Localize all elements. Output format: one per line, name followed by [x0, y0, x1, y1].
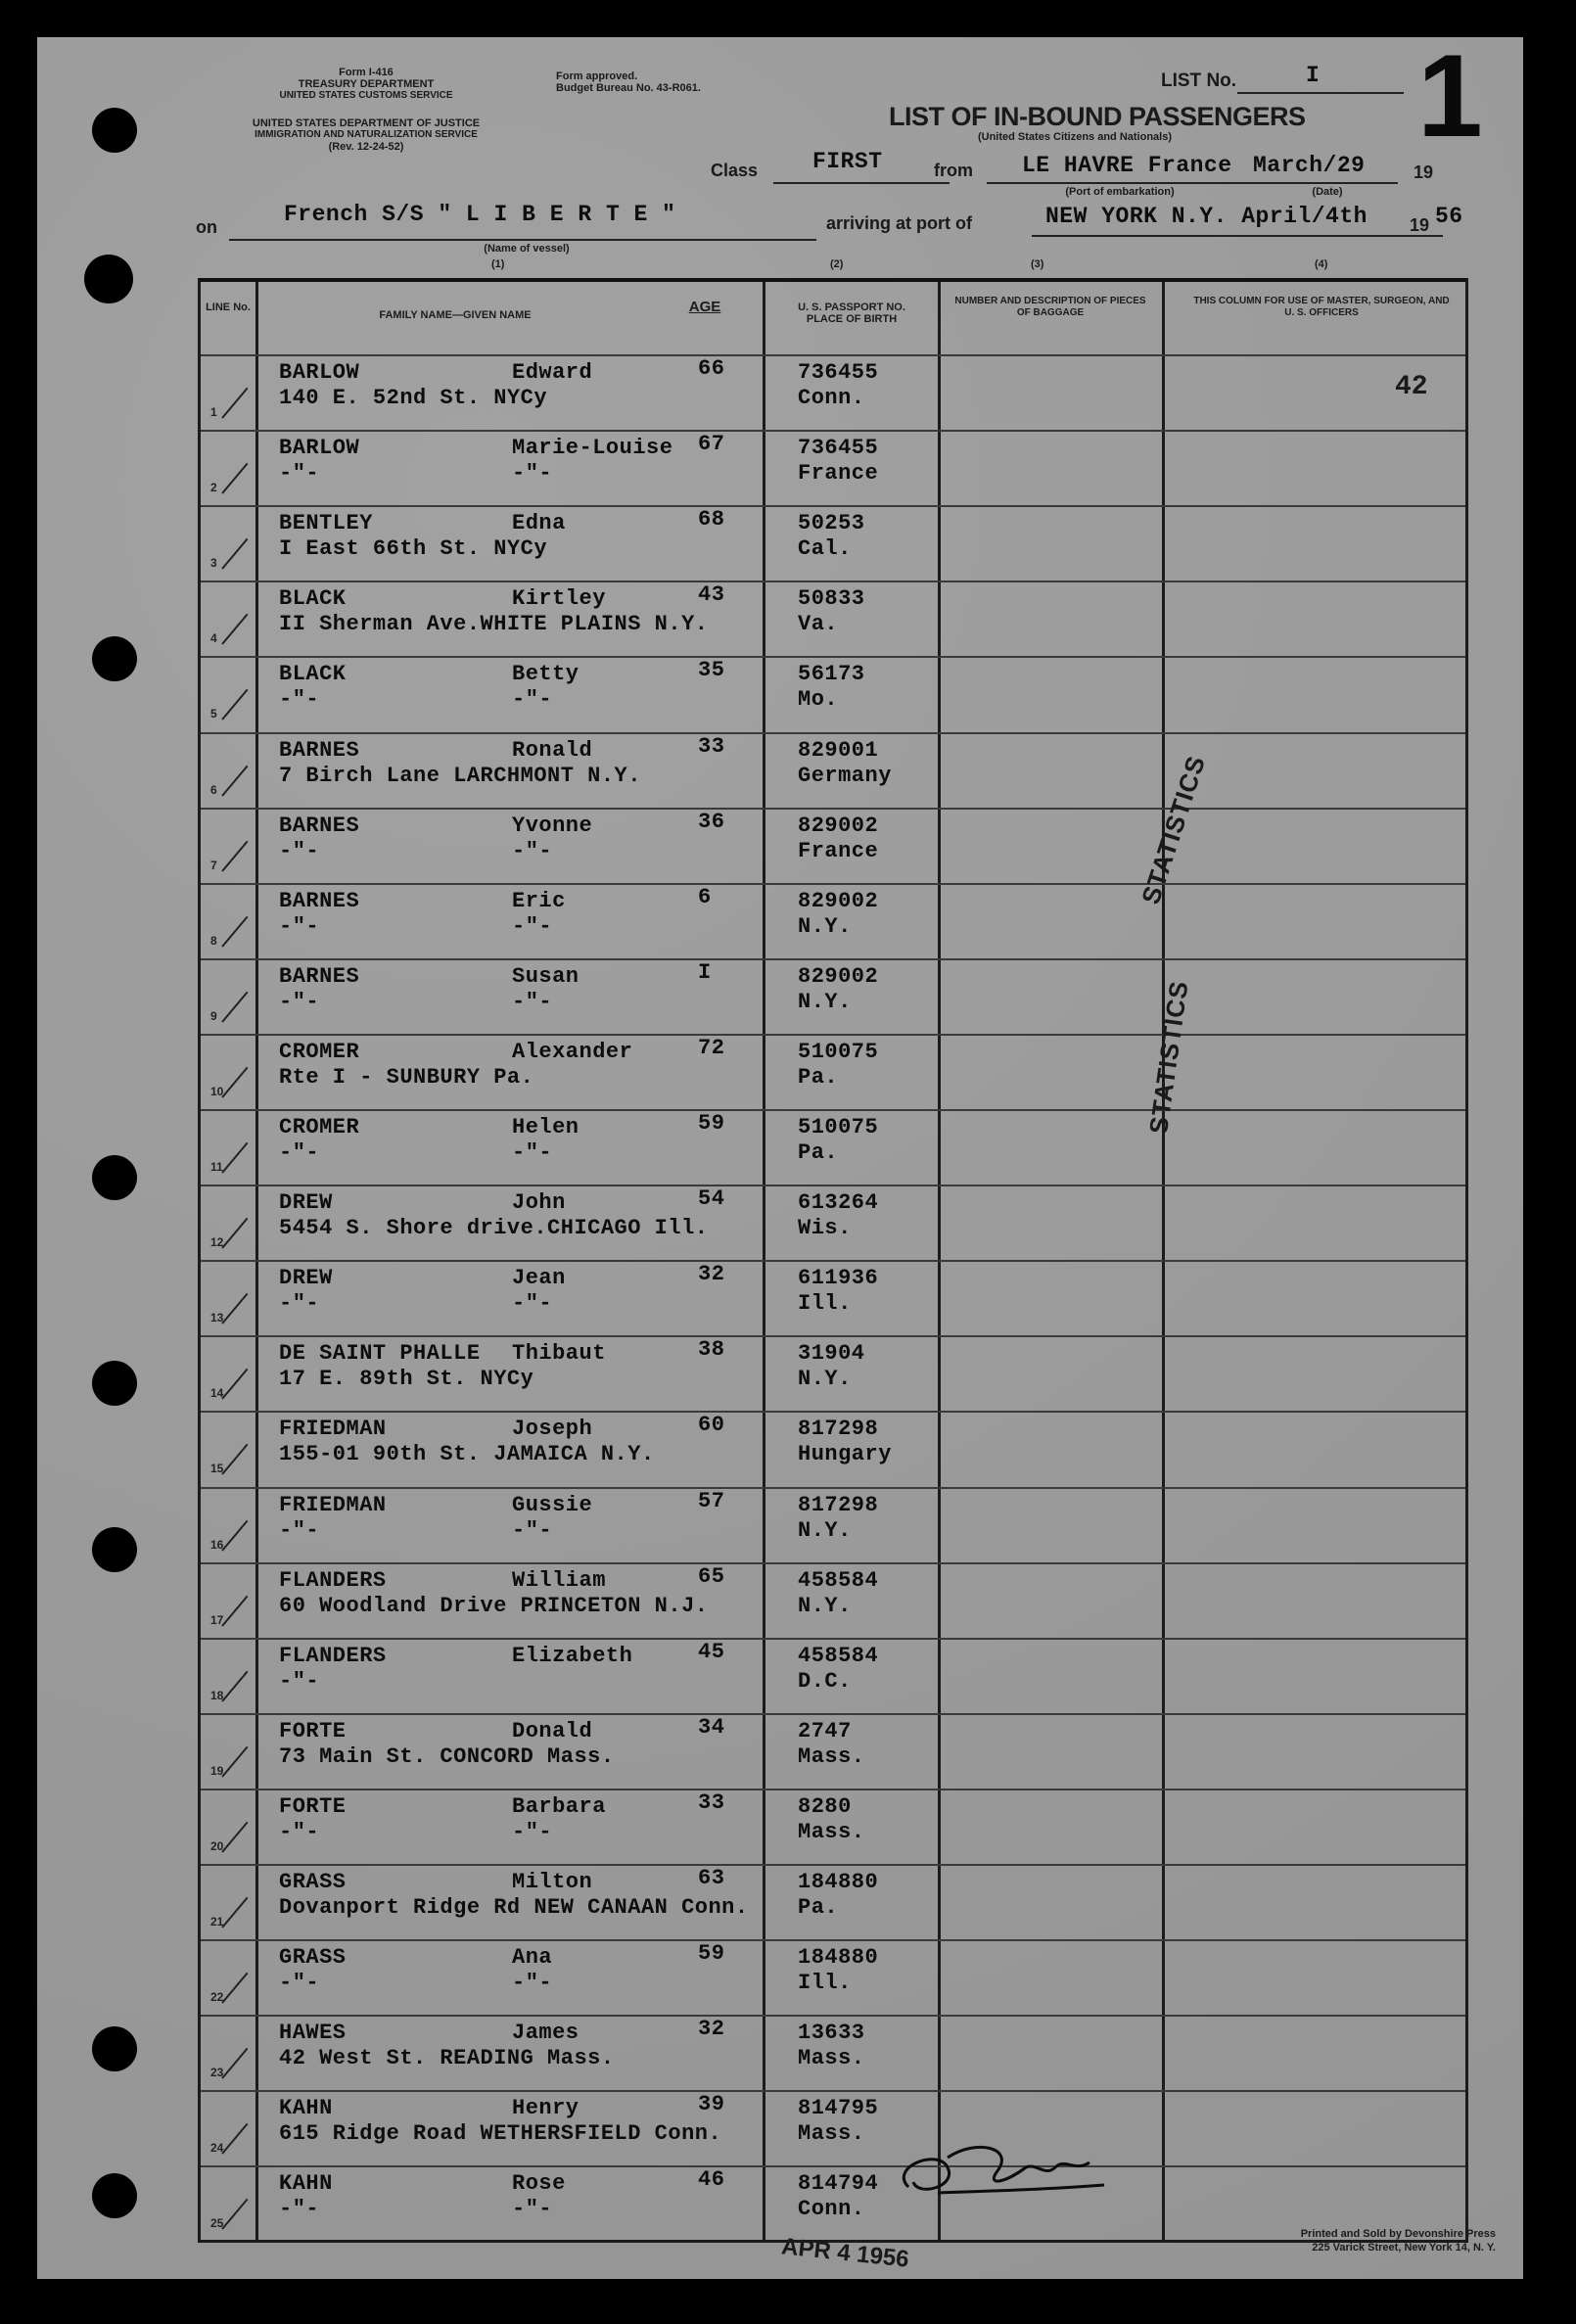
- given-name: Milton: [512, 1870, 593, 1894]
- passport-number: 458584: [798, 1643, 879, 1668]
- passport-number: 736455: [798, 436, 879, 461]
- age: 32: [698, 1262, 725, 1287]
- header-baggage: NUMBER AND DESCRIPTION OF PIECES OF BAGGAGE: [954, 296, 1146, 318]
- line-number: 15: [210, 1462, 224, 1476]
- given-name: Jean: [512, 1266, 566, 1291]
- age: 68: [698, 507, 725, 533]
- justice-dept: UNITED STATES DEPARTMENT OF JUSTICE: [252, 117, 481, 129]
- line-number: 2: [210, 481, 217, 495]
- given-name: Ana: [512, 1945, 553, 1971]
- age: 67: [698, 432, 725, 457]
- check-mark: [221, 1822, 248, 1853]
- header-line-no: LINE No.: [206, 302, 251, 313]
- check-mark: [221, 1595, 248, 1626]
- given-name: Marie-Louise: [512, 436, 673, 461]
- address: -"-: [279, 1517, 320, 1543]
- place-of-birth: Pa.: [798, 1895, 839, 1920]
- given-ditto: -"-: [512, 1291, 553, 1317]
- address: I East 66th St. NYCy: [279, 536, 548, 562]
- arrival-year: 56: [1435, 204, 1463, 229]
- line-number: 25: [210, 2216, 224, 2231]
- age: 36: [698, 809, 725, 834]
- line-number: 10: [210, 1084, 224, 1098]
- date-stamp: APR 4 1956: [779, 2233, 910, 2273]
- age: 57: [698, 1488, 725, 1513]
- given-name: Henry: [512, 2096, 579, 2121]
- given-name: Edward: [512, 360, 593, 385]
- arrival-year-prefix: 19: [1410, 215, 1430, 235]
- age: 59: [698, 1941, 725, 1967]
- place-of-birth: Mo.: [798, 687, 839, 713]
- header-age: AGE: [688, 299, 721, 315]
- address: -"-: [279, 913, 320, 939]
- address: -"-: [279, 1819, 320, 1844]
- place-of-birth: Germany: [798, 763, 892, 788]
- line-number: 19: [210, 1763, 224, 1778]
- given-name: Edna: [512, 511, 566, 536]
- family-name: BARNES: [279, 813, 360, 838]
- family-name: BLACK: [279, 586, 347, 612]
- address: 5454 S. Shore drive.CHICAGO Ill.: [279, 1216, 709, 1241]
- place-of-birth: Mass.: [798, 2121, 865, 2147]
- place-of-birth: Cal.: [798, 536, 852, 562]
- statistics-stamp: STATISTICS: [1136, 751, 1212, 908]
- passport-number: 611936: [798, 1266, 879, 1291]
- list-no-value: I: [1306, 63, 1321, 88]
- check-mark: [221, 992, 248, 1023]
- check-mark: [221, 614, 248, 645]
- address: -"-: [279, 687, 320, 713]
- family-name: FLANDERS: [279, 1567, 387, 1593]
- given-ditto: -"-: [512, 913, 553, 939]
- passport-number: 829001: [798, 737, 879, 763]
- given-name: Rose: [512, 2171, 566, 2197]
- list-title: LIST OF IN-BOUND PASSENGERS: [889, 102, 1306, 131]
- check-mark: [221, 840, 248, 871]
- given-ditto: -"-: [512, 1971, 553, 1996]
- ins-service: IMMIGRATION AND NATURALIZATION SERVICE: [255, 129, 478, 140]
- place-of-birth: Conn.: [798, 386, 865, 410]
- check-mark: [221, 765, 248, 796]
- family-name: CROMER: [279, 1115, 360, 1139]
- place-of-birth: N.Y.: [798, 1367, 852, 1392]
- family-name: BARNES: [279, 963, 360, 989]
- place-of-birth: D.C.: [798, 1668, 852, 1694]
- given-name: Barbara: [512, 1793, 606, 1819]
- address: -"-: [279, 1291, 320, 1317]
- check-mark: [221, 2048, 248, 2079]
- age: 59: [698, 1111, 725, 1136]
- arriving-label: arriving at port of: [826, 213, 973, 233]
- list-subtitle: (United States Citizens and Nationals): [977, 131, 1173, 143]
- family-name: GRASS: [279, 1870, 347, 1894]
- table-row: [201, 808, 1465, 885]
- line-number: 9: [210, 1008, 217, 1023]
- check-mark: [221, 388, 248, 419]
- age: 43: [698, 582, 725, 608]
- table-row: [201, 1864, 1465, 1941]
- family-name: FRIEDMAN: [279, 1492, 387, 1517]
- line-number: 7: [210, 858, 217, 872]
- place-of-birth: Va.: [798, 612, 839, 637]
- family-name: CROMER: [279, 1039, 360, 1064]
- address: 155-01 90th St. JAMAICA N.Y.: [279, 1442, 655, 1467]
- customs-service: UNITED STATES CUSTOMS SERVICE: [279, 90, 453, 101]
- binder-hole: [84, 255, 133, 303]
- passport-number: 458584: [798, 1567, 879, 1593]
- list-big-number: 1: [1417, 30, 1483, 162]
- port-of-embarkation: LE HAVRE France: [1022, 153, 1232, 178]
- given-ditto: -"-: [512, 461, 553, 487]
- address: -"-: [279, 2197, 320, 2222]
- age: 45: [698, 1639, 725, 1664]
- table-row: [201, 1411, 1465, 1488]
- line-number: 3: [210, 556, 217, 571]
- given-name: John: [512, 1190, 566, 1216]
- place-of-birth: N.Y.: [798, 1517, 852, 1543]
- given-ditto: -"-: [512, 2197, 553, 2222]
- embarkation-date: March/29: [1253, 153, 1366, 178]
- given-name: James: [512, 2021, 579, 2046]
- binder-hole: [92, 636, 137, 681]
- check-mark: [221, 1519, 248, 1551]
- passport-number: 817298: [798, 1417, 879, 1442]
- given-ditto: -"-: [512, 687, 553, 713]
- age: 35: [698, 658, 725, 683]
- age: 72: [698, 1035, 725, 1060]
- address: 615 Ridge Road WETHERSFIELD Conn.: [279, 2121, 722, 2147]
- line-number: 22: [210, 1990, 224, 2005]
- given-name: William: [512, 1567, 606, 1593]
- form-number: Form I-416: [339, 67, 394, 78]
- passport-number: 184880: [798, 1870, 879, 1894]
- family-name: BENTLEY: [279, 511, 373, 536]
- family-name: FORTE: [279, 1793, 347, 1819]
- passport-number: 2747: [798, 1718, 852, 1743]
- passport-number: 829002: [798, 963, 879, 989]
- check-mark: [221, 1369, 248, 1400]
- place-of-birth: France: [798, 838, 879, 863]
- given-name: Alexander: [512, 1039, 633, 1064]
- table-row: [201, 883, 1465, 960]
- passport-number: 31904: [798, 1341, 865, 1367]
- place-of-birth: N.Y.: [798, 989, 852, 1014]
- class-value: FIRST: [812, 149, 883, 174]
- address: Rte I - SUNBURY Pa.: [279, 1064, 534, 1090]
- check-mark: [221, 1293, 248, 1325]
- col-number-1: (1): [491, 258, 505, 270]
- age: 46: [698, 2167, 725, 2193]
- given-ditto: -"-: [512, 1517, 553, 1543]
- passenger-list-page: [37, 30, 1523, 2279]
- treasury-dept: TREASURY DEPARTMENT: [298, 78, 435, 90]
- table-row: [201, 581, 1465, 658]
- line-number: 17: [210, 1612, 224, 1627]
- given-name: Elizabeth: [512, 1643, 633, 1668]
- line-number: 23: [210, 2066, 224, 2080]
- printer-address: 225 Varick Street, New York 14, N. Y.: [1312, 2242, 1496, 2254]
- line-number: 14: [210, 1386, 224, 1401]
- place-of-birth: Conn.: [798, 2197, 865, 2222]
- header-passport: U. S. PASSPORT NO. PLACE OF BIRTH: [798, 302, 905, 325]
- check-mark: [221, 1067, 248, 1098]
- line-number: 4: [210, 631, 217, 646]
- given-ditto: -"-: [512, 1140, 553, 1165]
- table-row: [201, 354, 1465, 432]
- table-row: [201, 2015, 1465, 2092]
- table-row: [201, 656, 1465, 733]
- vessel-name: French S/S " L I B E R T E ": [284, 202, 676, 227]
- statistics-stamp: STATISTICS: [1143, 978, 1194, 1137]
- age: 65: [698, 1563, 725, 1589]
- given-name: Betty: [512, 662, 579, 687]
- line-number: 24: [210, 2141, 224, 2156]
- address: -"-: [279, 989, 320, 1014]
- age: 33: [698, 733, 725, 759]
- age: 6: [698, 884, 712, 909]
- table-row: [201, 958, 1465, 1036]
- arrival-port-date: NEW YORK N.Y. April/4th: [1045, 204, 1367, 229]
- given-name: Thibaut: [512, 1341, 606, 1367]
- place-of-birth: N.Y.: [798, 1593, 852, 1618]
- given-ditto: -"-: [512, 989, 553, 1014]
- age: 60: [698, 1413, 725, 1438]
- signature: [879, 2128, 1114, 2207]
- passport-number: 50253: [798, 511, 865, 536]
- table-row: [201, 1335, 1465, 1413]
- place-of-birth: Ill.: [798, 1291, 852, 1317]
- passenger-table: [198, 278, 1468, 2243]
- address: -"-: [279, 1971, 320, 1996]
- line-number: 20: [210, 1838, 224, 1853]
- check-mark: [221, 1897, 248, 1929]
- given-name: Gussie: [512, 1492, 593, 1517]
- officer-note: 42: [1395, 372, 1428, 402]
- binder-hole: [92, 1527, 137, 1572]
- given-name: Donald: [512, 1718, 593, 1743]
- check-mark: [221, 538, 248, 570]
- table-row: [201, 1638, 1465, 1715]
- given-name: Kirtley: [512, 586, 606, 612]
- passport-number: 736455: [798, 360, 879, 385]
- line-number: 21: [210, 1915, 224, 1929]
- place-of-birth: Hungary: [798, 1442, 892, 1467]
- place-of-birth: Wis.: [798, 1216, 852, 1241]
- given-name: Joseph: [512, 1417, 593, 1442]
- address: Dovanport Ridge Rd NEW CANAAN Conn.: [279, 1895, 749, 1920]
- passport-number: 817298: [798, 1492, 879, 1517]
- family-name: GRASS: [279, 1945, 347, 1971]
- check-mark: [221, 1746, 248, 1778]
- on-label: on: [196, 217, 217, 237]
- address: 73 Main St. CONCORD Mass.: [279, 1743, 615, 1769]
- passport-number: 510075: [798, 1115, 879, 1139]
- given-name: Eric: [512, 888, 566, 913]
- family-name: FLANDERS: [279, 1643, 387, 1668]
- passport-number: 814794: [798, 2171, 879, 2197]
- check-mark: [221, 2199, 248, 2230]
- family-name: KAHN: [279, 2171, 333, 2197]
- check-mark: [221, 1142, 248, 1174]
- table-row: [201, 1034, 1465, 1111]
- binder-hole: [92, 2173, 137, 2218]
- passport-number: 8280: [798, 1793, 852, 1819]
- address: -"-: [279, 1668, 320, 1694]
- from-label: from: [934, 161, 973, 180]
- given-ditto: -"-: [512, 838, 553, 863]
- check-mark: [221, 915, 248, 947]
- place-of-birth: Pa.: [798, 1140, 839, 1165]
- check-mark: [221, 1218, 248, 1249]
- address: 42 West St. READING Mass.: [279, 2046, 615, 2071]
- table-row: [201, 2090, 1465, 2167]
- vessel-caption: (Name of vessel): [484, 243, 570, 255]
- table-row: [201, 1487, 1465, 1564]
- check-mark: [221, 2123, 248, 2155]
- form-approved: Form approved.: [556, 70, 638, 82]
- given-name: Ronald: [512, 737, 593, 763]
- list-no-label: LIST No.: [1161, 70, 1237, 91]
- header-officers: THIS COLUMN FOR USE OF MASTER, SURGEON, AND U. S. OFFICERS: [1193, 296, 1450, 318]
- port-embark-caption: (Port of embarkation): [1065, 186, 1175, 198]
- family-name: BARLOW: [279, 436, 360, 461]
- place-of-birth: N.Y.: [798, 913, 852, 939]
- address: -"-: [279, 838, 320, 863]
- date-caption: (Date): [1312, 186, 1343, 198]
- passport-number: 814795: [798, 2096, 879, 2121]
- given-name: Susan: [512, 963, 579, 989]
- binder-hole: [92, 2026, 137, 2071]
- line-number: 11: [210, 1160, 223, 1174]
- address: 17 E. 89th St. NYCy: [279, 1367, 534, 1392]
- col-number-2: (2): [830, 258, 844, 270]
- check-mark: [221, 1444, 248, 1475]
- line-number: 5: [210, 707, 217, 721]
- col-number-3: (3): [1031, 258, 1044, 270]
- family-name: KAHN: [279, 2096, 333, 2121]
- address: 60 Woodland Drive PRINCETON N.J.: [279, 1593, 709, 1618]
- line-number: 18: [210, 1688, 224, 1702]
- address: -"-: [279, 1140, 320, 1165]
- col-number-4: (4): [1315, 258, 1328, 270]
- binder-hole: [92, 108, 137, 153]
- line-number: 8: [210, 933, 217, 948]
- table-row: [201, 1789, 1465, 1866]
- check-mark: [221, 689, 248, 720]
- class-label: Class: [711, 161, 759, 180]
- family-name: BARNES: [279, 737, 360, 763]
- age: 63: [698, 1866, 725, 1890]
- address: II Sherman Ave.WHITE PLAINS N.Y.: [279, 612, 709, 637]
- family-name: BARLOW: [279, 360, 360, 385]
- table-row: [201, 1562, 1465, 1640]
- table-row: [201, 1185, 1465, 1262]
- binder-hole: [92, 1361, 137, 1406]
- place-of-birth: Mass.: [798, 1819, 865, 1844]
- given-ditto: -"-: [512, 1819, 553, 1844]
- age: 66: [698, 356, 725, 381]
- family-name: HAWES: [279, 2021, 347, 2046]
- age: 33: [698, 1789, 725, 1815]
- line-number: 12: [210, 1235, 224, 1250]
- family-name: DREW: [279, 1266, 333, 1291]
- age: 54: [698, 1186, 725, 1212]
- passport-number: 184880: [798, 1945, 879, 1971]
- table-row: [201, 1713, 1465, 1790]
- place-of-birth: Pa.: [798, 1064, 839, 1090]
- place-of-birth: Ill.: [798, 1971, 852, 1996]
- passport-number: 510075: [798, 1039, 879, 1064]
- age: 32: [698, 2017, 725, 2042]
- age: 34: [698, 1714, 725, 1740]
- check-mark: [221, 1670, 248, 1701]
- check-mark: [221, 463, 248, 494]
- passport-number: 50833: [798, 586, 865, 612]
- table-row: [201, 505, 1465, 582]
- family-name: FORTE: [279, 1718, 347, 1743]
- address: -"-: [279, 461, 320, 487]
- table-row: [201, 1260, 1465, 1337]
- family-name: DREW: [279, 1190, 333, 1216]
- passport-number: 829002: [798, 888, 879, 913]
- age: 38: [698, 1337, 725, 1363]
- address: 140 E. 52nd St. NYCy: [279, 386, 548, 410]
- place-of-birth: Mass.: [798, 2046, 865, 2071]
- age: I: [698, 959, 712, 985]
- address: 7 Birch Lane LARCHMONT N.Y.: [279, 763, 641, 788]
- passport-number: 613264: [798, 1190, 879, 1216]
- printer-line: Printed and Sold by Devonshire Press: [1300, 2228, 1496, 2240]
- family-name: FRIEDMAN: [279, 1417, 387, 1442]
- check-mark: [221, 1973, 248, 2004]
- family-name: DE SAINT PHALLE: [279, 1341, 481, 1367]
- given-name: Yvonne: [512, 813, 593, 838]
- year-prefix: 19: [1414, 163, 1434, 182]
- line-number: 13: [210, 1311, 224, 1325]
- budget-bureau: Budget Bureau No. 43-R061.: [556, 82, 701, 94]
- table-row: [201, 1939, 1465, 2017]
- line-number: 1: [210, 405, 217, 419]
- line-number: 16: [210, 1537, 224, 1552]
- given-name: Helen: [512, 1115, 579, 1139]
- binder-hole: [92, 1155, 137, 1200]
- family-name: BARNES: [279, 888, 360, 913]
- passport-number: 829002: [798, 813, 879, 838]
- header-name: FAMILY NAME—GIVEN NAME: [379, 309, 532, 321]
- table-row: [201, 430, 1465, 507]
- age: 39: [698, 2092, 725, 2117]
- revision-date: (Rev. 12-24-52): [328, 141, 404, 153]
- place-of-birth: France: [798, 461, 879, 487]
- passport-number: 13633: [798, 2021, 865, 2046]
- passport-number: 56173: [798, 662, 865, 687]
- line-number: 6: [210, 782, 217, 797]
- family-name: BLACK: [279, 662, 347, 687]
- table-row: [201, 732, 1465, 810]
- table-row: [201, 1109, 1465, 1186]
- place-of-birth: Mass.: [798, 1743, 865, 1769]
